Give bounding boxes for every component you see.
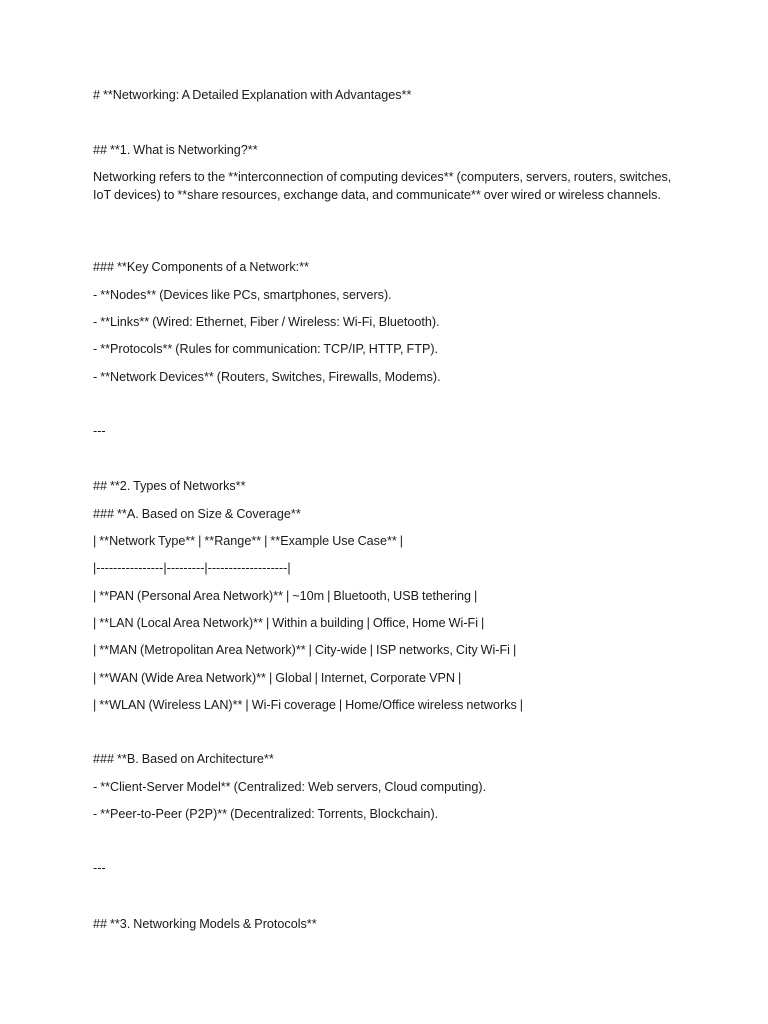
table-separator-row: |----------------|---------|-------------------| (93, 561, 291, 575)
section-2a-heading: ### **A. Based on Size & Coverage** (93, 507, 301, 521)
document-title: # **Networking: A Detailed Explanation with Advantages** (93, 88, 412, 102)
section-2-heading: ## **2. Types of Networks** (93, 479, 246, 493)
component-item-nodes: - **Nodes** (Devices like PCs, smartphones, servers). (93, 288, 392, 302)
architecture-item-p2p: - **Peer-to-Peer (P2P)** (Decentralized: Torrents, Blockchain). (93, 807, 439, 821)
section-1-heading: ## **1. What is Networking?** (93, 143, 258, 157)
table-row-wlan: | **WLAN (Wireless LAN)** | Wi-Fi coverage | Home/Office wireless networks | (93, 698, 524, 712)
component-item-links: - **Links** (Wired: Ethernet, Fiber / Wireless: Wi-Fi, Bluetooth). (93, 315, 440, 329)
architecture-item-client-server: - **Client-Server Model** (Centralized: Web servers, Cloud computing). (93, 780, 487, 794)
component-item-protocols: - **Protocols** (Rules for communication: TCP/IP, HTTP, FTP). (93, 342, 439, 356)
table-header-row: | **Network Type** | **Range** | **Example Use Case** | (93, 534, 404, 548)
table-row-man: | **MAN (Metropolitan Area Network)** | City-wide | ISP networks, City Wi-Fi | (93, 643, 517, 657)
divider-2: --- (93, 861, 106, 875)
section-1-paragraph: Networking refers to the **interconnection of computing devices** (computers, servers, routers, switches, IoT devices) to **share resources, exchange data, and communicate** over wired or wireless channels. (93, 170, 672, 202)
table-row-lan: | **LAN (Local Area Network)** | Within a building | Office, Home Wi-Fi | (93, 616, 485, 630)
components-heading: ### **Key Components of a Network:** (93, 260, 309, 274)
section-2b-heading: ### **B. Based on Architecture** (93, 752, 274, 766)
table-row-pan: | **PAN (Personal Area Network)** | ~10m | Bluetooth, USB tethering | (93, 589, 478, 603)
divider-1: --- (93, 424, 106, 438)
section-3-heading: ## **3. Networking Models & Protocols** (93, 917, 317, 931)
table-row-wan: | **WAN (Wide Area Network)** | Global | Internet, Corporate VPN | (93, 671, 462, 685)
component-item-network-devices: - **Network Devices** (Routers, Switches, Firewalls, Modems). (93, 370, 441, 384)
